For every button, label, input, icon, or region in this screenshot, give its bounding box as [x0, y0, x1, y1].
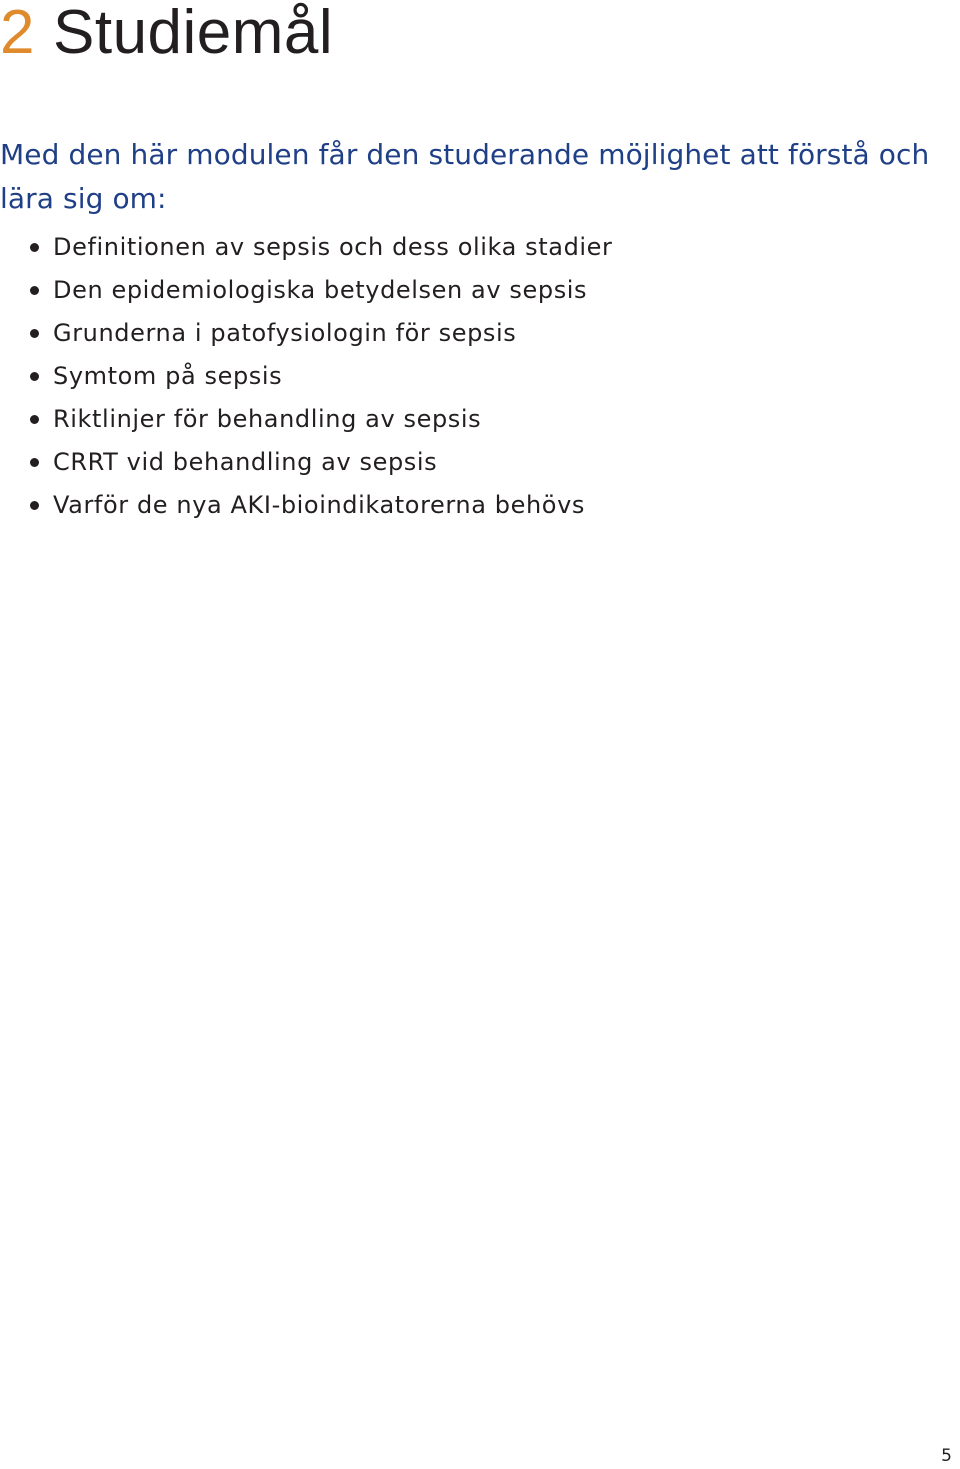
section-number: 2 — [0, 0, 35, 67]
bullet-icon — [30, 415, 39, 424]
section-title: Studiemål — [52, 0, 334, 67]
list-item — [0, 441, 613, 484]
list-item — [0, 269, 613, 312]
bullet-icon — [30, 372, 39, 381]
list-item — [0, 398, 613, 441]
list-item — [0, 355, 613, 398]
list-item-text: Varför de nya AKI-bioindikatorerna behövs — [53, 491, 585, 519]
bullet-icon — [30, 243, 39, 252]
intro-text: Med den här modulen får den studerande möjlighet att förstå och lära sig om: — [0, 138, 930, 215]
bullet-icon — [30, 329, 39, 338]
list-item-text: Definitionen av sepsis och dess olika stadier — [53, 233, 613, 261]
section-heading — [0, 0, 333, 66]
list-item — [0, 484, 613, 527]
bullet-icon — [30, 458, 39, 467]
list-item-text: Riktlinjer för behandling av sepsis — [53, 405, 482, 433]
bullet-icon — [30, 286, 39, 295]
list-item-text: Den epidemiologiska betydelsen av sepsis — [53, 276, 588, 304]
list-item — [0, 312, 613, 355]
list-item-text: Symtom på sepsis — [53, 362, 283, 390]
list-item-text: CRRT vid behandling av sepsis — [53, 448, 438, 476]
bullet-icon — [30, 501, 39, 510]
page-number: 5 — [941, 1446, 952, 1466]
goals-list — [0, 226, 613, 527]
list-item — [0, 226, 613, 269]
list-item-text: Grunderna i patofysiologin för sepsis — [53, 319, 517, 347]
